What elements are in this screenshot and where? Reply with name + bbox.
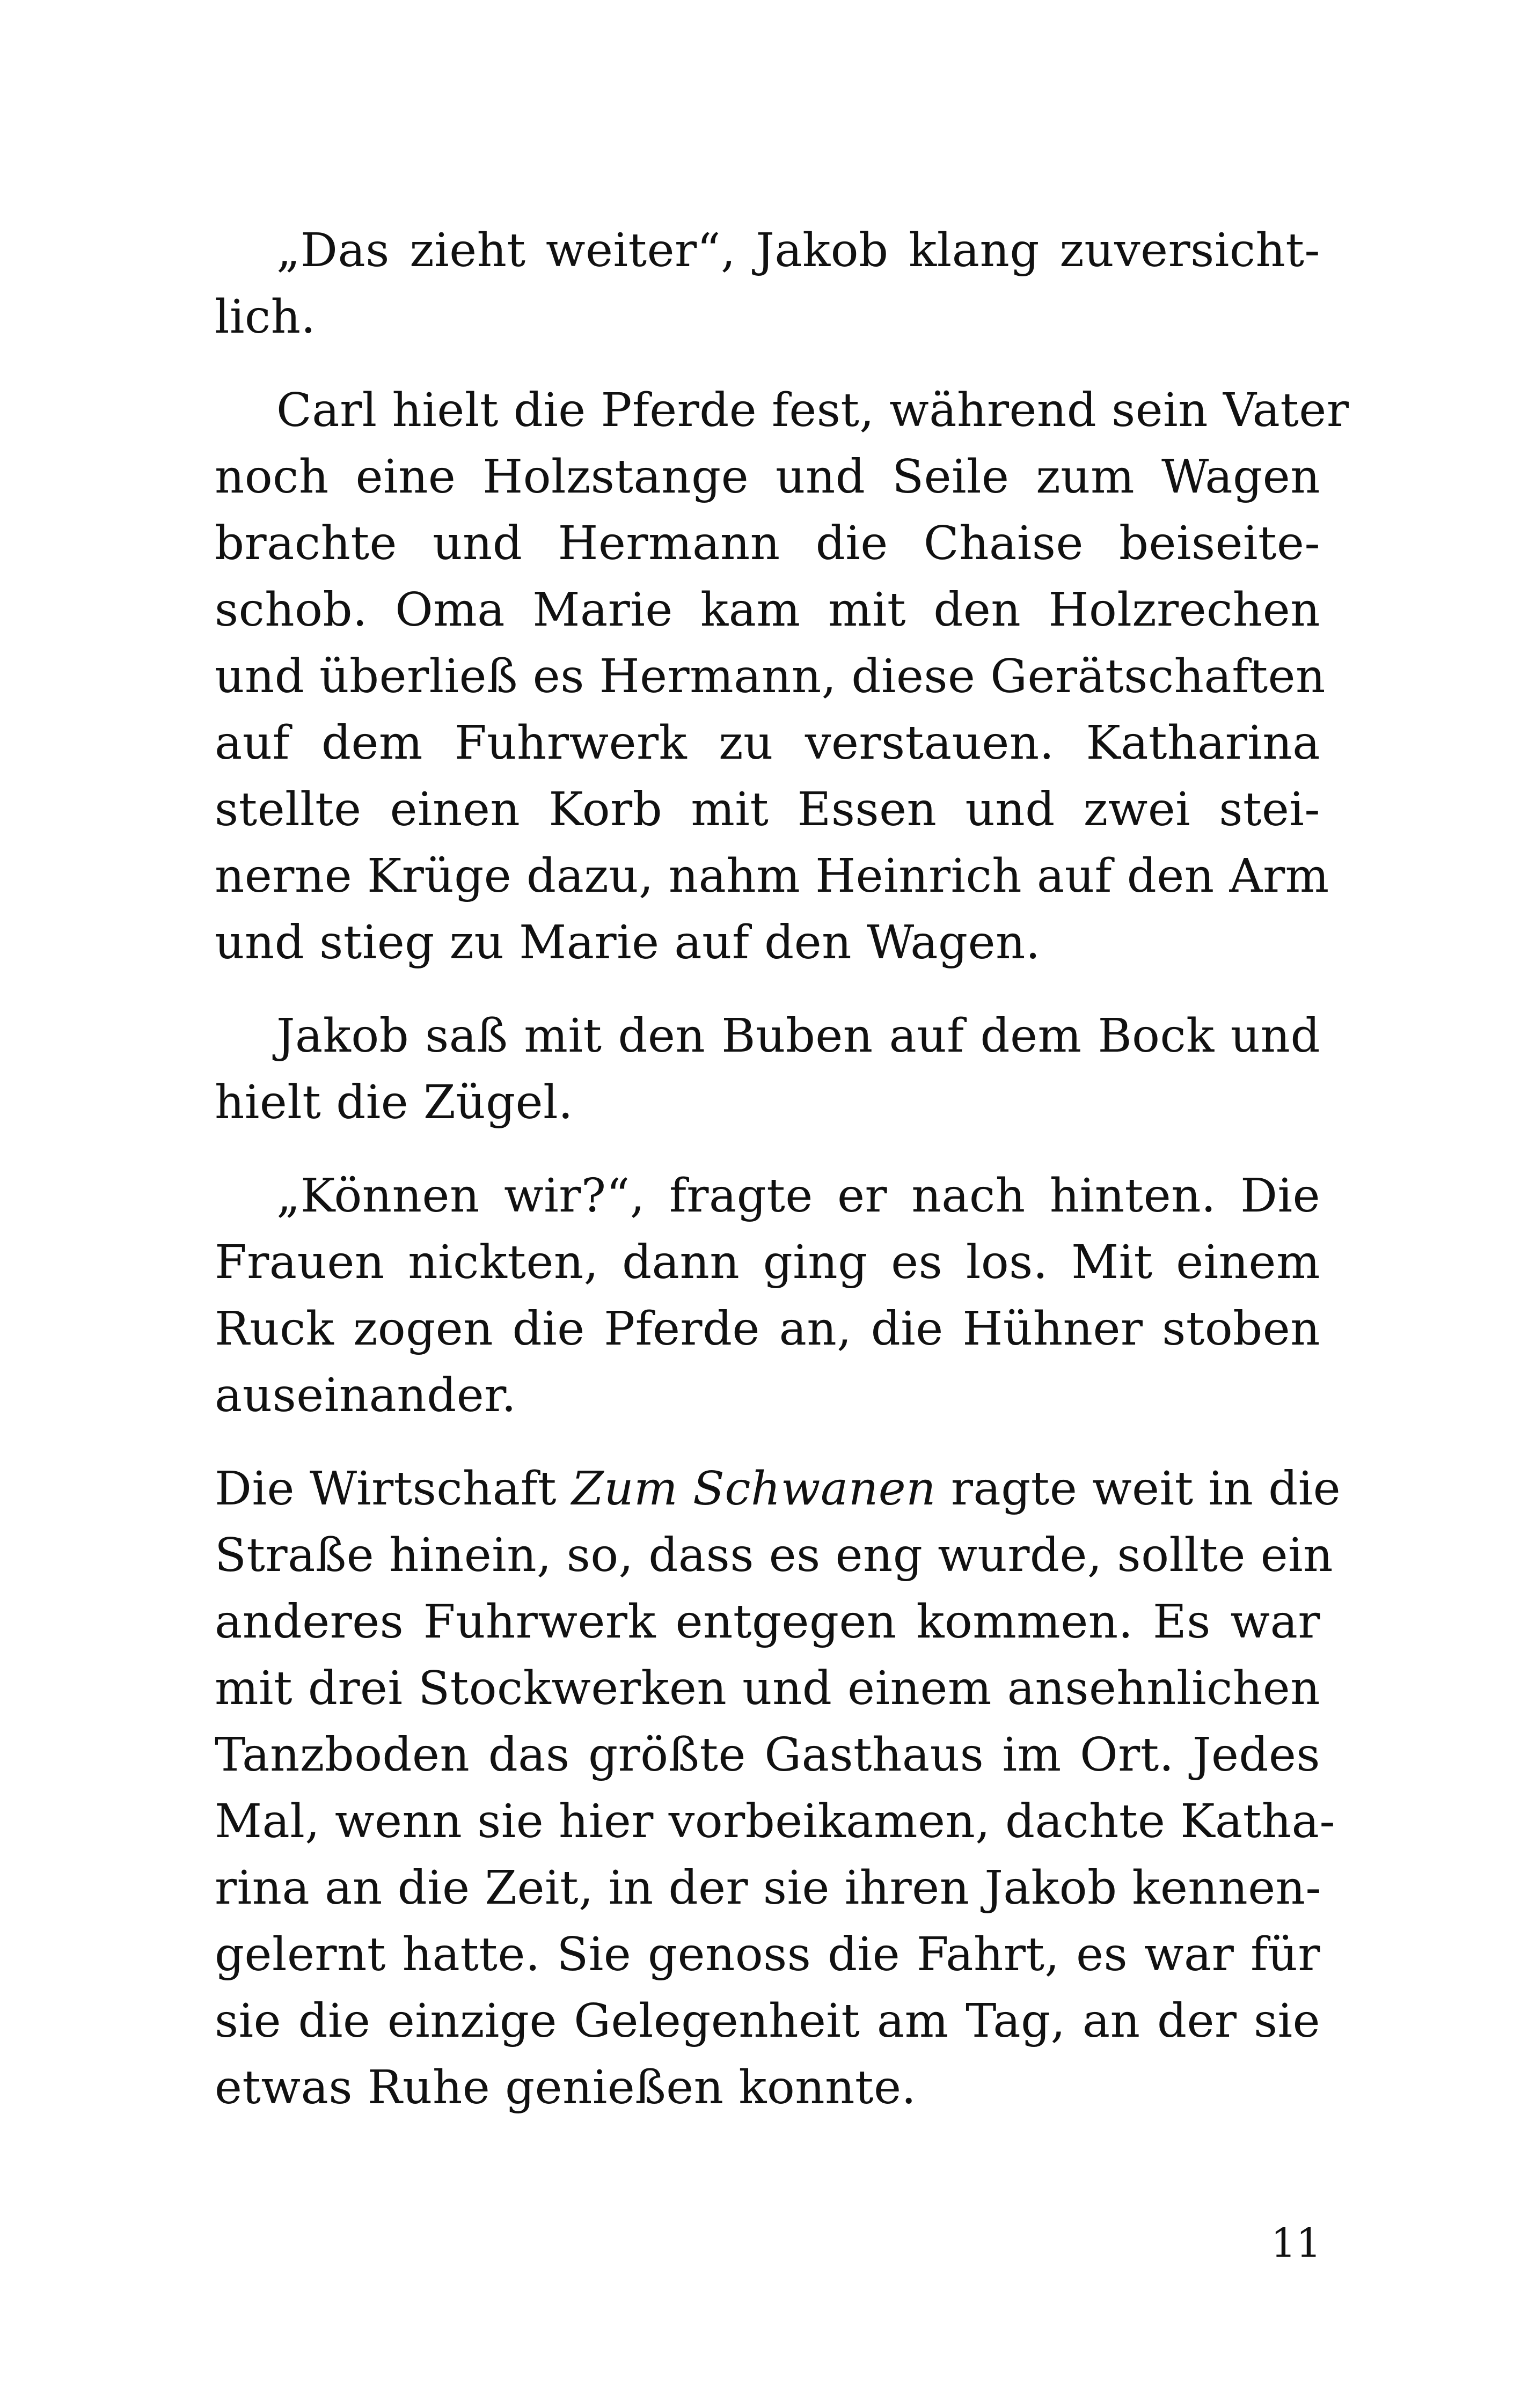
- text-line: [215, 1456, 1341, 1522]
- text-line: Mal, wenn sie hier vorbeikamen, dachte Katha-: [215, 1795, 1336, 1848]
- text-line: sie die einzige Gelegenheit am Tag, an der sie: [215, 1994, 1320, 2048]
- text-line: hielt die Zügel.: [215, 1076, 573, 1129]
- inn-name: Zum Schwanen: [571, 1462, 936, 1516]
- text-line: gelernt hatte. Sie genoss die Fahrt, es war für: [215, 1928, 1320, 1981]
- text-run: ragte weit in die: [936, 1462, 1341, 1516]
- paragraph-4: [215, 1163, 1320, 1429]
- text-line: Ruck zogen die Pferde an, die Hühner stoben: [215, 1302, 1320, 1356]
- text-line: stellte einen Korb mit Essen und zwei stei-: [215, 783, 1320, 836]
- text-line: auseinander.: [215, 1369, 517, 1422]
- text-line: nerne Krüge dazu, nahm Heinrich auf den Arm: [215, 849, 1329, 903]
- page-body: [215, 217, 1349, 2148]
- text-line: rina an die Zeit, in der sie ihren Jakob kennen-: [215, 1861, 1322, 1915]
- text-line: und überließ es Hermann, diese Gerätschaften: [215, 650, 1326, 703]
- text-line: auf dem Fuhrwerk zu verstauen. Katharina: [215, 716, 1320, 770]
- text-line: Jakob saß mit den Buben auf dem Bock und: [276, 1009, 1320, 1063]
- text-line: Frauen nickten, dann ging es los. Mit einem: [215, 1236, 1320, 1289]
- text-line: brachte und Hermann die Chaise beiseite-: [215, 517, 1320, 570]
- paragraph-3: [215, 1003, 1320, 1136]
- text-run: Die Wirtschaft: [215, 1462, 572, 1516]
- paragraph-5: [215, 1456, 1341, 2121]
- text-line: Carl hielt die Pferde fest, während sein Vater: [276, 384, 1349, 437]
- text-line: „Das zieht weiter“, Jakob klang zuversicht-: [276, 224, 1320, 277]
- text-line: etwas Ruhe genießen konnte.: [215, 2061, 917, 2115]
- paragraph-2: [215, 377, 1349, 976]
- text-line: „Können wir?“, fragte er nach hinten. Die: [276, 1169, 1320, 1223]
- text-line: Tanzboden das größte Gasthaus im Ort. Jedes: [215, 1728, 1320, 1782]
- text-line: Straße hinein, so, dass es eng wurde, sollte ein: [215, 1529, 1334, 1582]
- text-line: anderes Fuhrwerk entgegen kommen. Es war: [215, 1595, 1320, 1649]
- text-line: und stieg zu Marie auf den Wagen.: [215, 916, 1041, 970]
- text-line: lich.: [215, 290, 316, 344]
- text-line: schob. Oma Marie kam mit den Holzrechen: [215, 583, 1320, 637]
- text-line: noch eine Holzstange und Seile zum Wagen: [215, 450, 1320, 504]
- text-line: mit drei Stockwerken und einem ansehnlichen: [215, 1662, 1320, 1715]
- paragraph-1: [215, 217, 1320, 350]
- page-number: 11: [1270, 2220, 1321, 2266]
